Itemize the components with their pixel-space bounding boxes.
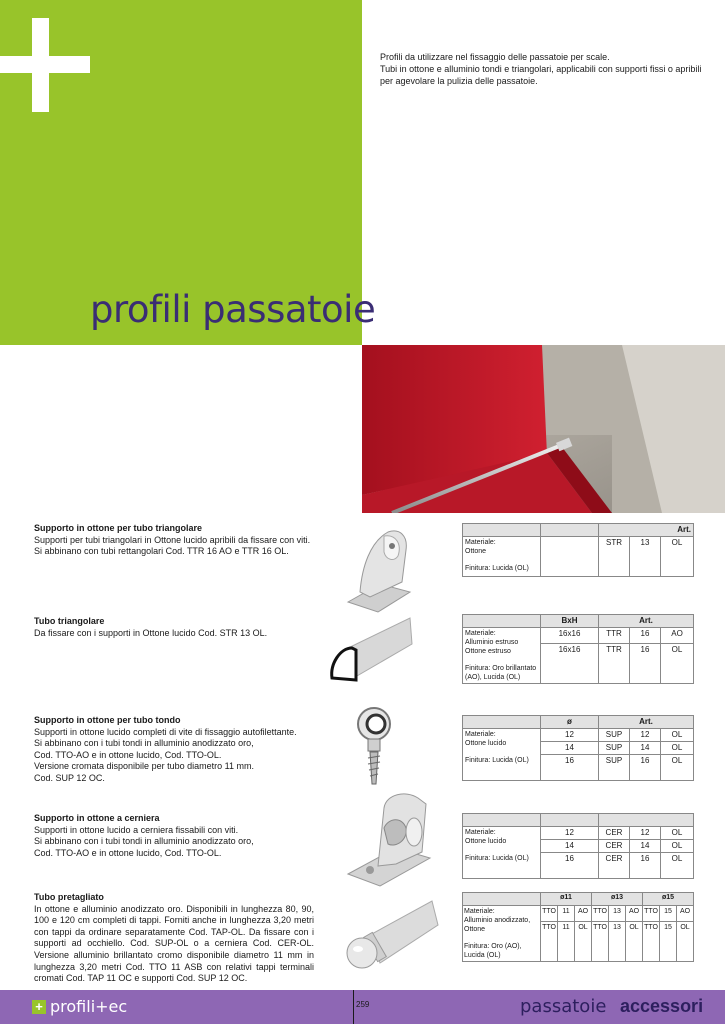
footer-bar — [0, 990, 725, 1024]
material-cell — [463, 906, 541, 962]
section-body: Da fissare con i supporti in Ottone lucido Cod. STR 13 OL. — [34, 627, 268, 638]
finish-value: Finitura: Lucida (OL) — [465, 565, 529, 572]
cell: SUP — [599, 755, 630, 781]
material-label: Materiale: — [464, 908, 495, 915]
section-heading: Tubo pretagliato — [34, 892, 104, 902]
finish-line: Finitura: Oro (AO), — [464, 943, 522, 950]
material-value: Ottone lucido — [465, 740, 507, 747]
th-empty — [541, 814, 599, 827]
material-cell — [463, 537, 541, 577]
cell: OL — [677, 922, 694, 962]
th-bxh: BxH — [541, 615, 599, 628]
finish-value — [465, 664, 538, 682]
material-value: Ottone — [465, 548, 487, 555]
cell: 15 — [660, 922, 677, 962]
section-body-line: Supporti in ottone lucido completi di vite di fissaggio autofilettante. — [34, 726, 297, 737]
cell: 16 — [541, 755, 599, 781]
finish-value: Finitura: Lucida (OL) — [465, 757, 529, 764]
cell: CER — [599, 827, 630, 840]
finish-line: Finitura: Oro brillantato — [465, 665, 537, 672]
logo-plus-icon: + — [32, 1000, 46, 1014]
section-body-line: Versione cromata disponibile per tubo diametro 11 mm. — [34, 761, 254, 772]
section-body-line: Si abbinano con i tubi tondi in alluminio anodizzato oro, — [34, 836, 254, 847]
cell: SUP — [599, 742, 630, 755]
th-art: Art. — [599, 524, 694, 537]
section-support-round — [34, 715, 314, 785]
cell: OL — [661, 537, 694, 577]
cell: 12 — [630, 827, 661, 840]
th-empty — [541, 524, 599, 537]
cell: 14 — [630, 742, 661, 755]
finish-value — [464, 942, 539, 960]
cell: TTO — [643, 922, 660, 962]
section-hinge-support — [34, 813, 314, 859]
material-label: Materiale: — [465, 539, 496, 546]
cell: OL — [661, 742, 694, 755]
hinge-support-illustration — [344, 788, 436, 888]
section-heading: Supporto in ottone per tubo tondo — [34, 715, 181, 725]
spec-table-support-triangular — [462, 523, 694, 577]
cell: STR — [599, 537, 630, 577]
th-dia-13: ø13 — [592, 893, 643, 906]
cell: 14 — [630, 840, 661, 853]
th-diameter: ø — [541, 716, 599, 729]
section-heading: Tubo triangolare — [34, 616, 105, 626]
cell: CER — [599, 840, 630, 853]
th-empty — [599, 814, 694, 827]
cell: OL — [661, 853, 694, 879]
th-art: Art. — [599, 615, 694, 628]
cell: OL — [661, 827, 694, 840]
stair-carpet-photo — [362, 345, 725, 513]
th-art: Art. — [599, 716, 694, 729]
material-cell — [463, 827, 541, 879]
section-heading: Supporto in ottone per tubo triangolare — [34, 523, 202, 533]
footer-section-label: passatoie — [520, 996, 607, 1017]
th-empty — [463, 615, 541, 628]
cell: TTR — [599, 644, 630, 684]
cell: TTO — [592, 906, 609, 922]
stair-carpet-illustration — [362, 345, 725, 513]
cell: 16 — [630, 853, 661, 879]
cell: 16 — [630, 644, 661, 684]
section-triangular-tube — [34, 616, 314, 639]
finish-line: Lucida (OL) — [464, 952, 501, 959]
th-dia-15: ø15 — [643, 893, 694, 906]
cell: CER — [599, 853, 630, 879]
cell: 13 — [630, 537, 661, 577]
cell: 12 — [541, 827, 599, 840]
page-title: profili passatoie — [90, 288, 376, 331]
cell: TTO — [643, 906, 660, 922]
spec-table-triangular-tube — [462, 614, 694, 684]
section-body: In ottone e alluminio anodizzato oro. Disponibili in lunghezza 80, 90, 100 e 120 cm completi di tappi. Forniti anche in lunghezza 3,20 metri con tappi da ordinare separatamente Cod. TAP-OL. Da fissare con i supporti ad occhiello. Cod. SUP-OL o a cerniera Cod. CER-OL. Versione alluminio brillantato cromo disponibile diametro 11 mm in lunghezza 3,20 metri Cod. TTO 11 ASB con relativi tappi terminali cromati Cod. TAP 11 OC e supporti Cod. SUP 12 OC. — [34, 903, 314, 984]
section-body-line: Si abbinano con i tubi tondi in alluminio anodizzato oro, — [34, 738, 254, 749]
precut-tube-illustration — [340, 895, 440, 975]
cell: AO — [677, 906, 694, 922]
finish-line: (AO), Lucida (OL) — [465, 674, 521, 681]
spec-table-precut-tube — [462, 892, 694, 962]
material-cell — [463, 628, 541, 684]
cell: 15 — [660, 906, 677, 922]
th-empty — [463, 716, 541, 729]
triangular-tube-illustration — [326, 614, 416, 686]
cell: OL — [575, 922, 592, 962]
material-label: Materiale: — [465, 731, 496, 738]
material-cell — [463, 729, 541, 781]
finish-value: Finitura: Lucida (OL) — [465, 855, 529, 862]
section-body-line: Supporti in ottone lucido a cerniera fissabili con viti. — [34, 824, 239, 835]
material-value: Ottone lucido — [465, 838, 507, 845]
cell: 13 — [609, 922, 626, 962]
triangular-support-illustration — [340, 522, 420, 614]
section-heading: Supporto in ottone a cerniera — [34, 813, 160, 823]
intro-line-2: Tubi in ottone e alluminio tondi e triangolari, applicabili con supporti fissi o apribili per agevolare la pulizia delle passatoie. — [380, 63, 702, 86]
material-value: Alluminio estruso — [465, 639, 519, 646]
hero-panel — [0, 0, 376, 345]
material-value: Ottone — [464, 926, 486, 933]
cell: AO — [661, 628, 694, 644]
page-number: 259 — [356, 1000, 370, 1009]
section-body-line: Cod. SUP 12 OC. — [34, 772, 105, 783]
cell: AO — [626, 906, 643, 922]
footer-category-label: accessori — [620, 996, 704, 1016]
cell: AO — [575, 906, 592, 922]
plus-logo-horizontal — [0, 56, 90, 73]
footer-divider — [353, 990, 354, 1024]
cell: OL — [626, 922, 643, 962]
cell: TTO — [592, 922, 609, 962]
section-body-line: Cod. TTO-AO e in ottone lucido, Cod. TTO-OL. — [34, 847, 222, 858]
ring-support-illustration — [350, 704, 400, 788]
cell: 12 — [630, 729, 661, 742]
material-value: Alluminio anodizzato, — [464, 917, 531, 924]
th-empty — [463, 814, 541, 827]
spec-table-support-round — [462, 715, 694, 781]
intro-text — [380, 52, 710, 87]
cell: OL — [661, 755, 694, 781]
section-body: Supporti per tubi triangolari in Ottone lucido apribili da fissare con viti. Si abbinano con tubi rettangolari Cod. TTR 16 AO e TTR 16 OL. — [34, 534, 311, 557]
cell: 14 — [541, 840, 599, 853]
cell: 16x16 — [541, 628, 599, 644]
cell: OL — [661, 729, 694, 742]
cell: OL — [661, 644, 694, 684]
cell — [541, 537, 599, 577]
logo-text: profili+ec — [50, 997, 128, 1016]
material-label: Materiale: — [465, 829, 496, 836]
cell: OL — [661, 840, 694, 853]
cell: 16 — [541, 853, 599, 879]
material-value: Ottone estruso — [465, 648, 511, 655]
cell: TTO — [541, 906, 558, 922]
th-empty — [463, 524, 541, 537]
intro-line-1: Profili da utilizzare nel fissaggio delle passatoie per scale. — [380, 52, 610, 62]
cell: 11 — [558, 906, 575, 922]
th-empty — [463, 893, 541, 906]
cell: 11 — [558, 922, 575, 962]
cell: TTR — [599, 628, 630, 644]
cell: TTO — [541, 922, 558, 962]
cell: 13 — [609, 906, 626, 922]
cell: 16 — [630, 628, 661, 644]
cell: 16x16 — [541, 644, 599, 684]
material-label: Materiale: — [465, 630, 496, 637]
section-precut-tube — [34, 892, 314, 985]
cell: 14 — [541, 742, 599, 755]
th-dia-11: ø11 — [541, 893, 592, 906]
spec-table-hinge-support — [462, 813, 694, 879]
section-body-line: Cod. TTO-AO e in ottone lucido, Cod. TTO-OL. — [34, 749, 222, 760]
cell: 16 — [630, 755, 661, 781]
cell: SUP — [599, 729, 630, 742]
cell: 12 — [541, 729, 599, 742]
section-support-triangular — [34, 523, 314, 558]
